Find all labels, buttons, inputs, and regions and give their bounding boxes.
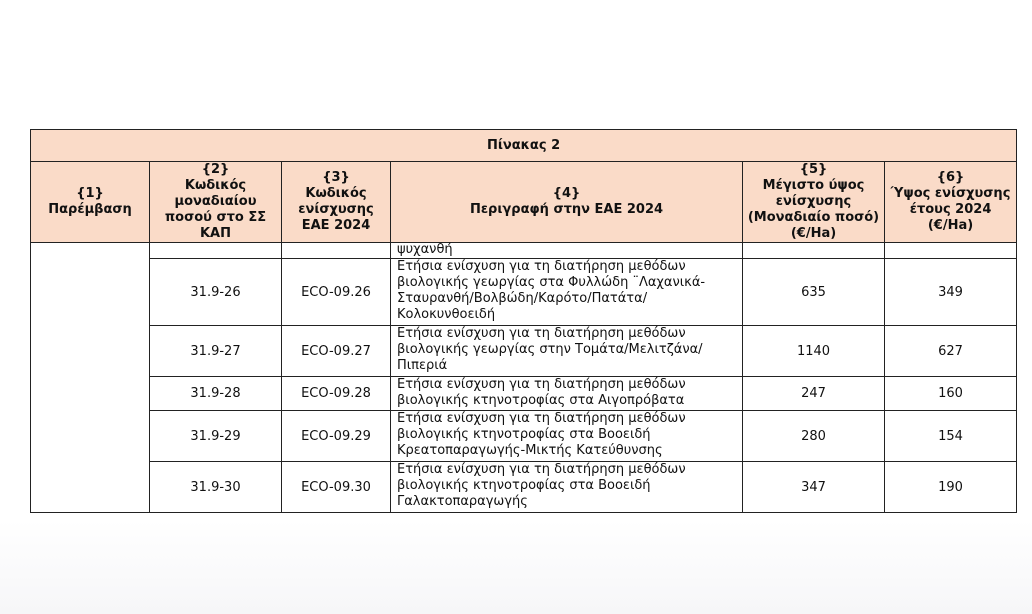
header-aid-2024: {6} Ύψος ενίσχυσης έτους 2024 (€/Ha) (885, 162, 1017, 243)
eco-code-cell: ECO-09.30 (282, 462, 391, 513)
year-aid-cell: 160 (885, 377, 1017, 411)
table-title: Πίνακας 2 (31, 130, 1017, 162)
max-aid-cell: 247 (743, 377, 885, 411)
page-bottom-shade (0, 520, 1032, 614)
year-aid-cell: 190 (885, 462, 1017, 513)
unit-code-cell: 31.9-28 (150, 377, 282, 411)
empty-cell (885, 243, 1017, 259)
table-row (31, 326, 1017, 377)
table-row (31, 462, 1017, 513)
max-aid-cell: 280 (743, 411, 885, 462)
unit-code-cell: 31.9-26 (150, 259, 282, 326)
header-aid-code: {3} Κωδικός ενίσχυσης ΕΑΕ 2024 (282, 162, 391, 243)
header-unit-amount-code: {2} Κωδικός μοναδιαίου ποσού στο ΣΣ ΚΑΠ (150, 162, 282, 243)
continuation-text: ψυχανθή (391, 243, 743, 259)
table-row (31, 259, 1017, 326)
max-aid-cell: 1140 (743, 326, 885, 377)
description-cell: Ετήσια ενίσχυση για τη διατήρηση μεθόδων βιολογικής κτηνοτροφίας στα Αιγοπρόβατα (391, 377, 743, 411)
payment-table (30, 129, 1017, 513)
unit-code-cell: 31.9-29 (150, 411, 282, 462)
table-row (31, 411, 1017, 462)
description-cell: Ετήσια ενίσχυση για τη διατήρηση μεθόδων βιολογικής κτηνοτροφίας στα Βοοειδή Κρεατοπαραγωγής-Μικτής Κατεύθυνσης (391, 411, 743, 462)
description-cell: Ετήσια ενίσχυση για τη διατήρηση μεθόδων βιολογικής γεωργίας στα Φυλλώδη ¨Λαχανικά-Σταυρανθή/Βολβώδη/Καρότο/Πατάτα/Κολοκυνθοειδή (391, 259, 743, 326)
table-row-continuation (31, 243, 1017, 259)
max-aid-cell: 635 (743, 259, 885, 326)
header-max-aid: {5} Μέγιστο ύψος ενίσχυσης (Μοναδιαίο ποσό) (€/Ha) (743, 162, 885, 243)
eco-code-cell: ECO-09.29 (282, 411, 391, 462)
description-cell: Ετήσια ενίσχυση για τη διατήρηση μεθόδων βιολογικής γεωργίας στην Τομάτα/Μελιτζάνα/Πιπεριά (391, 326, 743, 377)
year-aid-cell: 627 (885, 326, 1017, 377)
empty-cell (150, 243, 282, 259)
description-cell: Ετήσια ενίσχυση για τη διατήρηση μεθόδων βιολογικής κτηνοτροφίας στα Βοοειδή Γαλακτοπαραγωγής (391, 462, 743, 513)
eco-code-cell: ECO-09.27 (282, 326, 391, 377)
empty-cell (743, 243, 885, 259)
empty-cell (282, 243, 391, 259)
header-intervention: {1} Παρέμβαση (31, 162, 150, 243)
eco-code-cell: ECO-09.26 (282, 259, 391, 326)
max-aid-cell: 347 (743, 462, 885, 513)
unit-code-cell: 31.9-27 (150, 326, 282, 377)
intervention-cell (31, 243, 150, 513)
table-row (31, 377, 1017, 411)
header-description: {4} Περιγραφή στην ΕΑΕ 2024 (391, 162, 743, 243)
year-aid-cell: 154 (885, 411, 1017, 462)
year-aid-cell: 349 (885, 259, 1017, 326)
unit-code-cell: 31.9-30 (150, 462, 282, 513)
eco-code-cell: ECO-09.28 (282, 377, 391, 411)
